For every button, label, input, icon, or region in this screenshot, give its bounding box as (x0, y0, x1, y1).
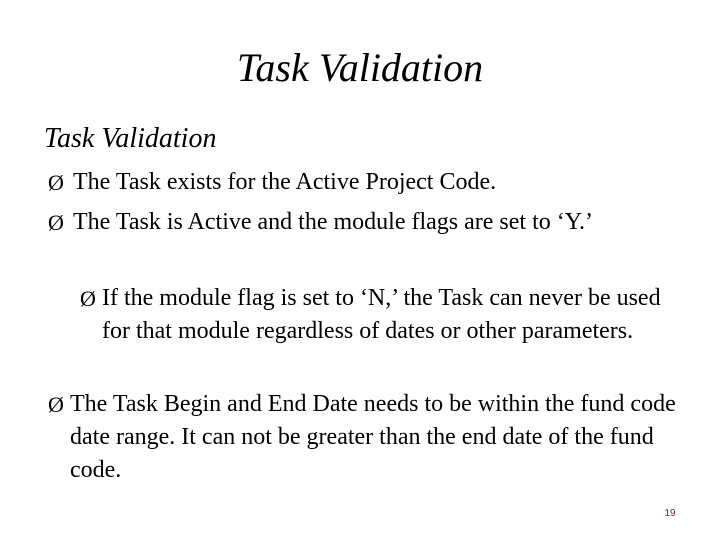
section-heading: Task Validation (44, 123, 217, 154)
page-number: 19 (664, 508, 676, 519)
bullet-text: The Task Begin and End Date needs to be within the fund code date range. It can not be greater than the end date of the fund code. (70, 391, 676, 483)
arrow-bullet-icon: Ø (48, 210, 64, 235)
bullet-item (48, 388, 678, 487)
slide-title: Task Validation (236, 45, 484, 90)
arrow-bullet-icon: Ø (80, 286, 96, 311)
bullet-text: If the module flag is set to ‘N,’ the Task can never be used for that module regardless of dates or other parameters. (102, 285, 661, 344)
bullet-item (48, 166, 688, 199)
arrow-bullet-icon: Ø (48, 392, 64, 417)
bullet-item (48, 206, 668, 239)
bullet-text: The Task is Active and the module flags are set to ‘Y.’ (73, 209, 593, 235)
arrow-bullet-icon: Ø (48, 170, 64, 195)
bullet-text: The Task exists for the Active Project Code. (73, 169, 497, 195)
sub-bullet-item (80, 282, 690, 348)
